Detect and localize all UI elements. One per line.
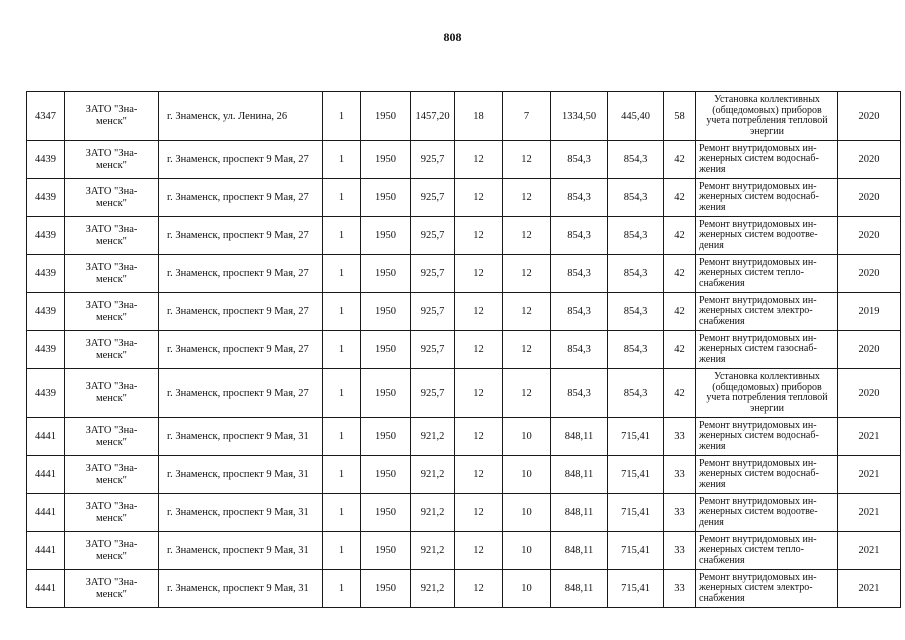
cell-work: [696, 570, 838, 608]
cell-org: [65, 141, 159, 179]
table-row: [27, 141, 901, 179]
cell-work-line: Ремонт внутридомовых ин-: [699, 533, 817, 545]
cell-col4: 1: [323, 418, 361, 456]
cell-year: 1950: [361, 217, 411, 255]
cell-work-line: жения: [699, 163, 726, 175]
table-row: [27, 532, 901, 570]
cell-deadline: 2020: [838, 369, 901, 418]
cell-address: г. Знаменск, проспект 9 Мая, 31: [159, 494, 323, 532]
cell-org: [65, 456, 159, 494]
cell-area-a: 854,3: [551, 217, 608, 255]
cell-col11: 42: [664, 369, 696, 418]
cell-work-line: Ремонт внутридомовых ин-: [699, 294, 817, 306]
cell-area-b: 854,3: [608, 255, 664, 293]
cell-col11: 58: [664, 92, 696, 141]
table-row: [27, 92, 901, 141]
cell-year: 1950: [361, 532, 411, 570]
cell-area-a: 1334,50: [551, 92, 608, 141]
cell-work: [696, 217, 838, 255]
cell-org: [65, 494, 159, 532]
cell-col7: 12: [455, 179, 503, 217]
page-number: 808: [443, 30, 462, 44]
cell-work-line: женерных систем водоснаб-: [699, 191, 819, 203]
cell-org-line: менск": [96, 159, 127, 171]
table-row: [27, 456, 901, 494]
cell-area-b: 854,3: [608, 141, 664, 179]
cell-col7: 12: [455, 331, 503, 369]
cell-col11: 33: [664, 570, 696, 608]
cell-area-b: 854,3: [608, 293, 664, 331]
table-row: [27, 418, 901, 456]
table-body: [27, 92, 901, 608]
cell-work-line: женерных систем тепло-: [699, 544, 804, 556]
cell-area-a: 854,3: [551, 255, 608, 293]
cell-org-line: ЗАТО "Зна-: [85, 576, 138, 588]
cell-org-line: ЗАТО "Зна-: [85, 104, 138, 115]
cell-work-line: жения: [699, 440, 726, 452]
cell-area-b: 854,3: [608, 179, 664, 217]
cell-area-a: 854,3: [551, 331, 608, 369]
cell-year: 1950: [361, 494, 411, 532]
cell-org-line: менск": [96, 474, 127, 486]
cell-org-line: менск": [96, 512, 127, 524]
cell-deadline: 2021: [838, 570, 901, 608]
cell-area-a: 848,11: [551, 532, 608, 570]
cell-col7: 12: [455, 418, 503, 456]
cell-col7: 12: [455, 141, 503, 179]
cell-deadline: 2020: [838, 331, 901, 369]
cell-work-line: снабжения: [699, 554, 745, 566]
cell-address: г. Знаменск, проспект 9 Мая, 27: [159, 369, 323, 418]
cell-address: г. Знаменск, проспект 9 Мая, 31: [159, 570, 323, 608]
cell-col7: 12: [455, 532, 503, 570]
cell-col4: 1: [323, 255, 361, 293]
cell-work: [696, 92, 838, 141]
cell-org: [65, 570, 159, 608]
cell-id: 4439: [27, 331, 65, 369]
cell-deadline: 2021: [838, 532, 901, 570]
table-row: [27, 179, 901, 217]
cell-org: [65, 217, 159, 255]
cell-id: 4439: [27, 179, 65, 217]
cell-work-line: учета потребления тепловой: [706, 115, 828, 126]
cell-work-line: женерных систем водоснаб-: [699, 468, 819, 480]
cell-year: 1950: [361, 179, 411, 217]
cell-org-line: менск": [96, 235, 127, 247]
cell-col4: 1: [323, 179, 361, 217]
table-row: [27, 331, 901, 369]
cell-work-line: жения: [699, 201, 726, 213]
cell-org-line: ЗАТО "Зна-: [85, 261, 138, 273]
cell-col4: 1: [323, 494, 361, 532]
cell-col11: 42: [664, 217, 696, 255]
cell-area-a: 854,3: [551, 179, 608, 217]
cell-id: 4347: [27, 92, 65, 141]
cell-org-line: ЗАТО "Зна-: [85, 147, 138, 159]
cell-col8: 12: [503, 369, 551, 418]
cell-area-total: 925,7: [411, 217, 455, 255]
cell-org-line: менск": [96, 197, 127, 209]
cell-col7: 12: [455, 255, 503, 293]
cell-org-line: менск": [96, 311, 127, 323]
cell-year: 1950: [361, 141, 411, 179]
cell-org-line: менск": [96, 393, 127, 404]
cell-col7: 12: [455, 456, 503, 494]
cell-org: [65, 179, 159, 217]
cell-address: г. Знаменск, проспект 9 Мая, 31: [159, 418, 323, 456]
cell-work-line: жения: [699, 478, 726, 490]
cell-col7: 18: [455, 92, 503, 141]
cell-col11: 42: [664, 331, 696, 369]
cell-deadline: 2021: [838, 418, 901, 456]
cell-area-total: 925,7: [411, 179, 455, 217]
cell-col4: 1: [323, 532, 361, 570]
cell-col8: 12: [503, 255, 551, 293]
cell-area-b: 715,41: [608, 570, 664, 608]
cell-org: [65, 293, 159, 331]
cell-year: 1950: [361, 418, 411, 456]
cell-work-line: Ремонт внутридомовых ин-: [699, 218, 817, 230]
cell-id: 4441: [27, 418, 65, 456]
cell-area-total: 921,2: [411, 494, 455, 532]
cell-org-line: менск": [96, 550, 127, 562]
cell-org-line: ЗАТО "Зна-: [85, 299, 138, 311]
cell-area-total: 921,2: [411, 570, 455, 608]
cell-work-line: Установка коллективных: [714, 94, 820, 105]
cell-col8: 7: [503, 92, 551, 141]
cell-work-line: энергии: [750, 402, 784, 414]
cell-work-line: Ремонт внутридомовых ин-: [699, 457, 817, 469]
cell-org-line: ЗАТО "Зна-: [85, 223, 138, 235]
cell-area-b: 715,41: [608, 456, 664, 494]
cell-org-line: ЗАТО "Зна-: [85, 381, 138, 392]
cell-col8: 10: [503, 456, 551, 494]
cell-area-a: 848,11: [551, 456, 608, 494]
table-row: [27, 293, 901, 331]
cell-col7: 12: [455, 217, 503, 255]
cell-address: г. Знаменск, проспект 9 Мая, 27: [159, 255, 323, 293]
cell-org-line: ЗАТО "Зна-: [85, 538, 138, 550]
registry-table: [26, 91, 901, 608]
cell-year: 1950: [361, 369, 411, 418]
cell-work-line: снабжения: [699, 277, 745, 289]
cell-year: 1950: [361, 570, 411, 608]
cell-work: [696, 369, 838, 418]
cell-area-total: 925,7: [411, 293, 455, 331]
cell-area-total: 921,2: [411, 418, 455, 456]
cell-work-line: снабжения: [699, 592, 745, 604]
cell-id: 4441: [27, 456, 65, 494]
cell-col7: 12: [455, 369, 503, 418]
cell-area-total: 925,7: [411, 255, 455, 293]
cell-col11: 33: [664, 456, 696, 494]
cell-address: г. Знаменск, проспект 9 Мая, 27: [159, 179, 323, 217]
cell-deadline: 2020: [838, 141, 901, 179]
cell-work: [696, 494, 838, 532]
cell-id: 4441: [27, 570, 65, 608]
cell-work: [696, 293, 838, 331]
cell-work-line: женерных систем тепло-: [699, 267, 804, 279]
cell-work-line: жения: [699, 353, 726, 365]
cell-deadline: 2021: [838, 456, 901, 494]
cell-year: 1950: [361, 293, 411, 331]
cell-id: 4441: [27, 494, 65, 532]
cell-id: 4439: [27, 217, 65, 255]
cell-id: 4439: [27, 293, 65, 331]
cell-col4: 1: [323, 92, 361, 141]
cell-area-a: 854,3: [551, 369, 608, 418]
cell-org-line: ЗАТО "Зна-: [85, 185, 138, 197]
cell-work-line: энергии: [750, 125, 784, 137]
cell-org-line: ЗАТО "Зна-: [85, 337, 138, 349]
table-row: [27, 255, 901, 293]
cell-work-line: учета потребления тепловой: [706, 392, 828, 403]
cell-col4: 1: [323, 456, 361, 494]
cell-col4: 1: [323, 293, 361, 331]
cell-col8: 10: [503, 418, 551, 456]
cell-work: [696, 255, 838, 293]
cell-address: г. Знаменск, проспект 9 Мая, 27: [159, 331, 323, 369]
cell-col4: 1: [323, 570, 361, 608]
cell-work-line: (общедомовых) приборов: [712, 381, 822, 393]
table-row: [27, 369, 901, 418]
cell-col8: 10: [503, 494, 551, 532]
cell-deadline: 2021: [838, 494, 901, 532]
cell-col11: 42: [664, 293, 696, 331]
cell-org-line: ЗАТО "Зна-: [85, 462, 138, 474]
cell-work-line: снабжения: [699, 315, 745, 327]
cell-id: 4439: [27, 255, 65, 293]
cell-year: 1950: [361, 456, 411, 494]
cell-work-line: женерных систем газоснаб-: [699, 343, 817, 355]
cell-work: [696, 331, 838, 369]
cell-col8: 12: [503, 331, 551, 369]
cell-work: [696, 179, 838, 217]
table-row: [27, 494, 901, 532]
cell-col4: 1: [323, 141, 361, 179]
cell-work: [696, 418, 838, 456]
cell-area-b: 445,40: [608, 92, 664, 141]
cell-address: г. Знаменск, проспект 9 Мая, 27: [159, 217, 323, 255]
cell-col11: 33: [664, 494, 696, 532]
cell-org-line: менск": [96, 273, 127, 285]
cell-org: [65, 532, 159, 570]
cell-work: [696, 456, 838, 494]
cell-id: 4439: [27, 141, 65, 179]
cell-org-line: ЗАТО "Зна-: [85, 500, 138, 512]
cell-work: [696, 532, 838, 570]
cell-work-line: Ремонт внутридомовых ин-: [699, 571, 817, 583]
cell-col4: 1: [323, 331, 361, 369]
cell-work-line: женерных систем водоснаб-: [699, 153, 819, 165]
cell-year: 1950: [361, 331, 411, 369]
cell-col8: 12: [503, 293, 551, 331]
cell-deadline: 2019: [838, 293, 901, 331]
cell-area-total: 925,7: [411, 331, 455, 369]
cell-org: [65, 255, 159, 293]
cell-col7: 12: [455, 570, 503, 608]
cell-col11: 33: [664, 418, 696, 456]
cell-area-a: 848,11: [551, 494, 608, 532]
cell-id: 4439: [27, 369, 65, 418]
cell-address: г. Знаменск, ул. Ленина, 26: [159, 92, 323, 141]
cell-work-line: женерных систем водоотве-: [699, 506, 818, 518]
cell-area-total: 925,7: [411, 369, 455, 418]
cell-address: г. Знаменск, проспект 9 Мая, 31: [159, 456, 323, 494]
cell-id: 4441: [27, 532, 65, 570]
cell-area-total: 921,2: [411, 456, 455, 494]
cell-col11: 42: [664, 179, 696, 217]
cell-work-line: Установка коллективных: [714, 371, 820, 382]
cell-address: г. Знаменск, проспект 9 Мая, 31: [159, 532, 323, 570]
cell-area-a: 848,11: [551, 418, 608, 456]
cell-org-line: ЗАТО "Зна-: [85, 424, 138, 436]
cell-area-b: 854,3: [608, 217, 664, 255]
cell-year: 1950: [361, 92, 411, 141]
cell-work-line: женерных систем электро-: [699, 305, 813, 317]
cell-deadline: 2020: [838, 217, 901, 255]
cell-work: [696, 141, 838, 179]
cell-address: г. Знаменск, проспект 9 Мая, 27: [159, 293, 323, 331]
cell-work-line: Ремонт внутридомовых ин-: [699, 180, 817, 192]
cell-col4: 1: [323, 217, 361, 255]
cell-col8: 12: [503, 217, 551, 255]
cell-year: 1950: [361, 255, 411, 293]
cell-col11: 42: [664, 141, 696, 179]
cell-area-a: 854,3: [551, 141, 608, 179]
cell-area-a: 854,3: [551, 293, 608, 331]
cell-work-line: Ремонт внутридомовых ин-: [699, 256, 817, 268]
table-row: [27, 570, 901, 608]
cell-area-b: 854,3: [608, 369, 664, 418]
cell-org: [65, 369, 159, 418]
cell-col4: 1: [323, 369, 361, 418]
cell-area-a: 848,11: [551, 570, 608, 608]
cell-deadline: 2020: [838, 255, 901, 293]
cell-deadline: 2020: [838, 179, 901, 217]
cell-work-line: дения: [699, 239, 724, 251]
cell-work-line: Ремонт внутридомовых ин-: [699, 419, 817, 431]
cell-area-total: 1457,20: [411, 92, 455, 141]
cell-col8: 12: [503, 179, 551, 217]
cell-address: г. Знаменск, проспект 9 Мая, 27: [159, 141, 323, 179]
cell-area-b: 854,3: [608, 331, 664, 369]
cell-work-line: женерных систем электро-: [699, 582, 813, 594]
cell-work-line: (общедомовых) приборов: [712, 104, 822, 116]
cell-work-line: женерных систем водоотве-: [699, 229, 818, 241]
cell-org-line: менск": [96, 436, 127, 448]
cell-col7: 12: [455, 494, 503, 532]
table-row: [27, 217, 901, 255]
cell-org-line: менск": [96, 349, 127, 361]
cell-col11: 33: [664, 532, 696, 570]
cell-org: [65, 92, 159, 141]
cell-col8: 12: [503, 141, 551, 179]
cell-area-b: 715,41: [608, 532, 664, 570]
cell-area-b: 715,41: [608, 418, 664, 456]
cell-col8: 10: [503, 532, 551, 570]
cell-deadline: 2020: [838, 92, 901, 141]
cell-org-line: менск": [96, 588, 127, 600]
cell-col8: 10: [503, 570, 551, 608]
cell-col11: 42: [664, 255, 696, 293]
cell-org-line: менск": [96, 116, 127, 127]
cell-org: [65, 331, 159, 369]
cell-work-line: дения: [699, 516, 724, 528]
cell-work-line: Ремонт внутридомовых ин-: [699, 495, 817, 507]
cell-org: [65, 418, 159, 456]
cell-work-line: женерных систем водоснаб-: [699, 430, 819, 442]
cell-area-total: 921,2: [411, 532, 455, 570]
cell-work-line: Ремонт внутридомовых ин-: [699, 142, 817, 154]
cell-area-b: 715,41: [608, 494, 664, 532]
cell-work-line: Ремонт внутридомовых ин-: [699, 332, 817, 344]
cell-col7: 12: [455, 293, 503, 331]
cell-area-total: 925,7: [411, 141, 455, 179]
